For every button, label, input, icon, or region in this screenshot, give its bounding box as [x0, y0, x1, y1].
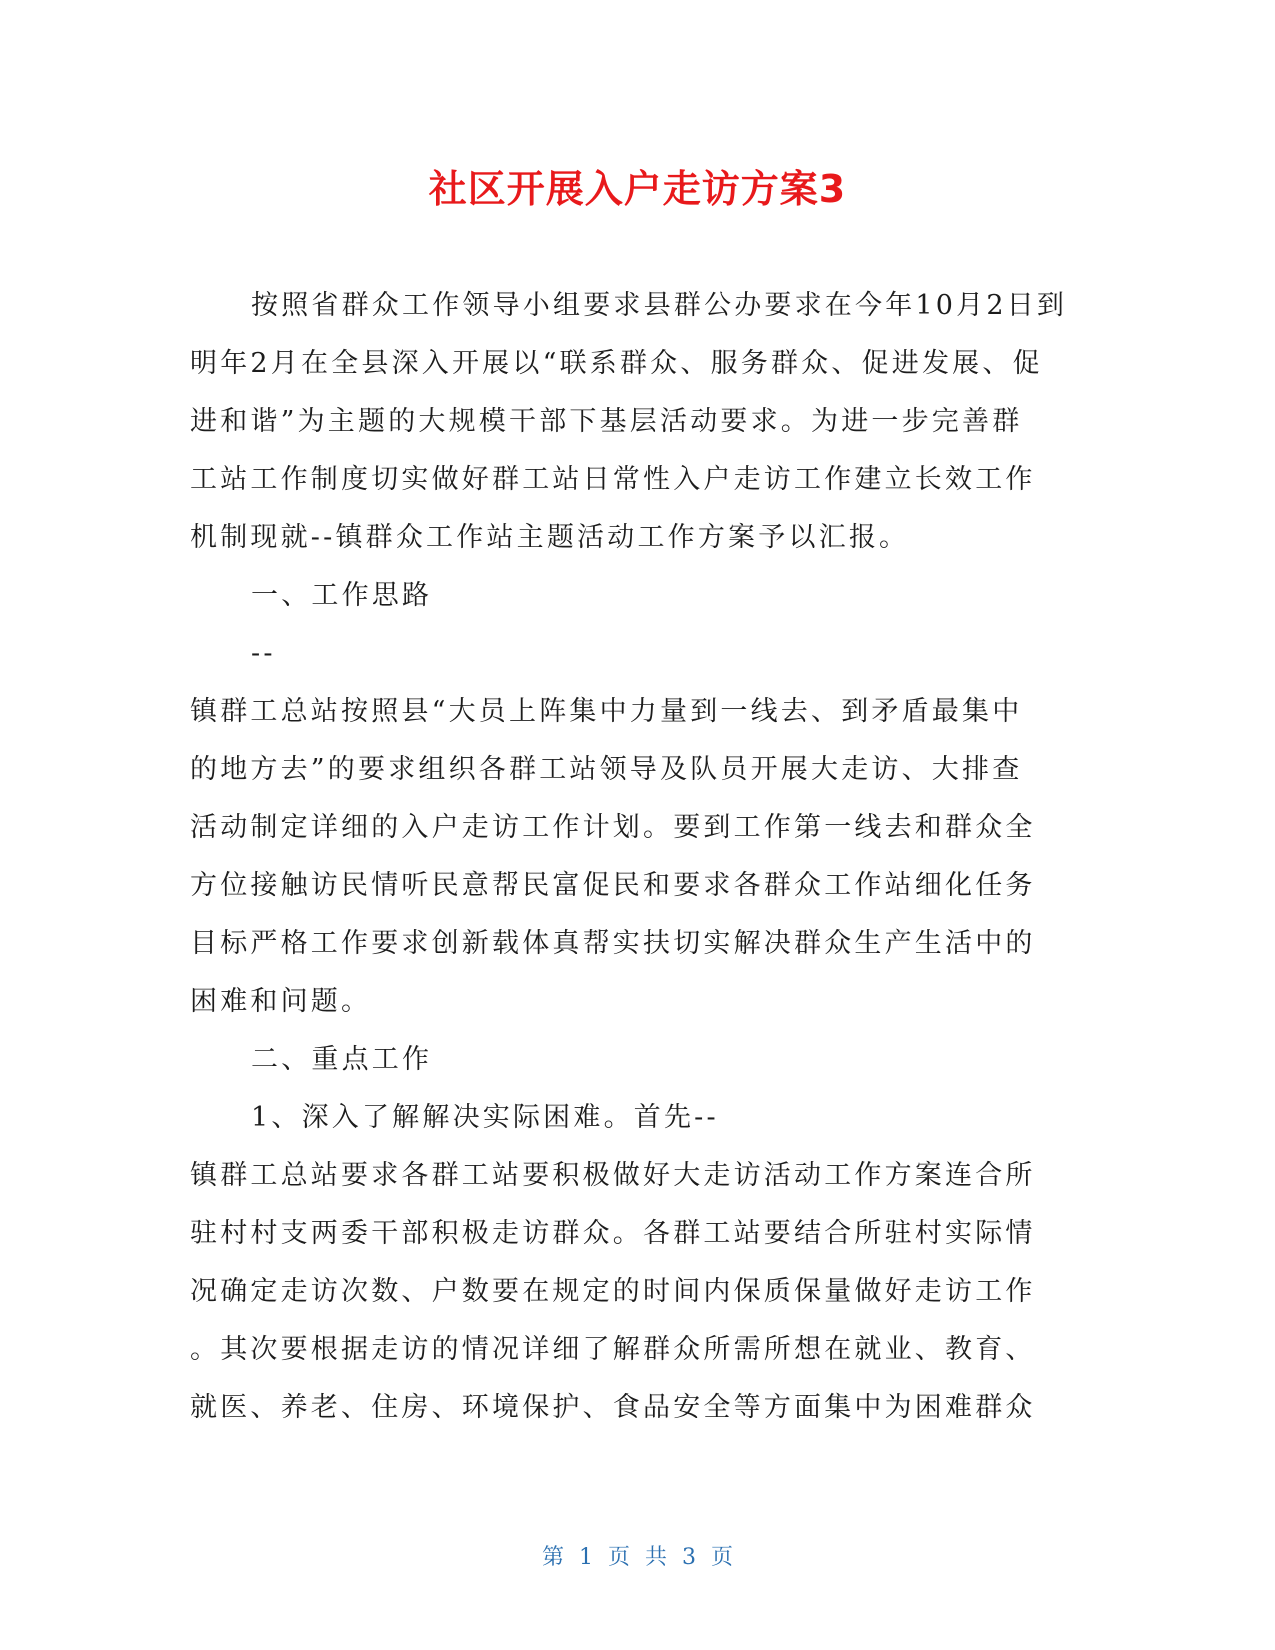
body-line: 况确定走访次数、户数要在规定的时间内保质保量做好走访工作	[190, 1276, 1036, 1307]
body-line: 。其次要根据走访的情况详细了解群众所需所想在就业、教育、	[190, 1334, 1036, 1365]
page-number: 第 1 页 共 3 页	[542, 1545, 733, 1570]
body-line: 明年2月在全县深入开展以“联系群众、服务群众、促进发展、促	[190, 348, 1043, 379]
body-line: --	[251, 638, 276, 669]
document-title: 社区开展入户走访方案3	[428, 167, 847, 211]
section-heading: 一、工作思路	[251, 580, 433, 611]
body-line: 1、深入了解解决实际困难。首先--	[251, 1102, 719, 1133]
body-line: 方位接触访民情听民意帮民富促民和要求各群众工作站细化任务	[190, 870, 1036, 901]
body-line: 的地方去”的要求组织各群工站领导及队员开展大走访、大排查	[190, 754, 1023, 785]
body-line: 工站工作制度切实做好群工站日常性入户走访工作建立长效工作	[190, 464, 1036, 495]
body-line: 镇群工总站按照县“大员上阵集中力量到一线去、到矛盾最集中	[190, 696, 1023, 727]
body-line: 按照省群众工作领导小组要求县群公办要求在今年10月2日到	[251, 290, 1068, 321]
body-line: 目标严格工作要求创新载体真帮实扶切实解决群众生产生活中的	[190, 928, 1036, 959]
body-line: 活动制定详细的入户走访工作计划。要到工作第一线去和群众全	[190, 812, 1036, 843]
body-line: 困难和问题。	[190, 986, 372, 1017]
body-line: 进和谐”为主题的大规模干部下基层活动要求。为进一步完善群	[190, 406, 1023, 437]
section-heading: 二、重点工作	[251, 1044, 433, 1075]
body-line: 驻村村支两委干部积极走访群众。各群工站要结合所驻村实际情	[190, 1218, 1036, 1249]
body-line: 就医、养老、住房、环境保护、食品安全等方面集中为困难群众	[190, 1392, 1036, 1423]
body-line: 机制现就--镇群众工作站主题活动工作方案予以汇报。	[190, 522, 910, 553]
body-line: 镇群工总站要求各群工站要积极做好大走访活动工作方案连合所	[190, 1160, 1036, 1191]
